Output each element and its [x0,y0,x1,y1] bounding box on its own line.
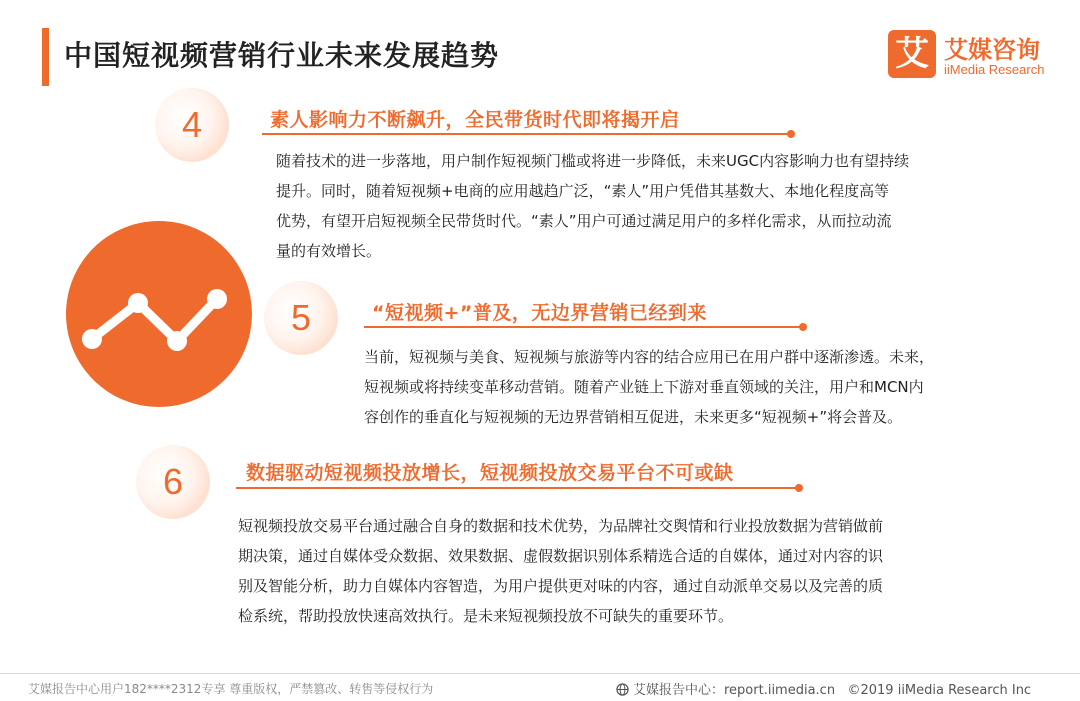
brand-name-en: iiMedia Research [944,62,1045,77]
brand-name-cn: 艾媒咨询 [944,36,1040,64]
paragraph-line: 量的有效增长。 [276,242,382,260]
paragraph-line: 随着技术的进一步落地，用户制作短视频门槛或将进一步降低，未来UGC内容影响力也有望持续 [276,152,910,170]
paragraph-line: 提升。同时，随着短视频+电商的应用越趋广泛，“素人”用户凭借其基数大、本地化程度高等 [276,182,890,200]
footer-site-info [616,679,1031,698]
trend-paragraph-6 [238,511,883,631]
trend-line-icon [66,221,252,407]
paragraph-line: 别及智能分析，助力自媒体内容智造，为用户提供更对味的内容，通过自动派单交易以及完善的质 [238,577,884,595]
footer-copyright: ©2019 iiMedia Research Inc [847,683,1032,698]
trend-rule-dot-6 [795,484,803,492]
trend-rule-6 [236,487,798,489]
paragraph-line: 短视频投放交易平台通过融合自身的数据和技术优势，为品牌社交舆情和行业投放数据为营销做前 [238,517,884,535]
trend-number-5: 5 [264,281,338,355]
trend-number-6: 6 [136,445,210,519]
trend-rule-4 [262,133,790,135]
paragraph-line: 检系统，帮助投放快速高效执行。是未来短视频投放不可缺失的重要环节。 [238,607,734,625]
footer-copyright-notice: 艾媒报告中心用户182****2312专享 尊重版权，严禁篡改、转售等侵权行为 [28,682,434,696]
paragraph-line: 短视频或将持续变革移动营销。随着产业链上下游对垂直领域的关注，用户和MCN内 [364,378,924,396]
trend-number-4: 4 [155,88,229,162]
title-accent-bar [42,28,49,86]
trend-heading-5: “短视频+”普及，无边界营销已经到来 [372,302,707,324]
trend-paragraph-4 [276,146,909,266]
trend-rule-dot-5 [799,323,807,331]
trend-rule-dot-4 [787,130,795,138]
brand-logo-mark: 艾 [888,30,936,78]
trend-rule-5 [364,326,802,328]
trend-heading-4: 素人影响力不断飙升，全民带货时代即将揭开启 [270,109,680,131]
paragraph-line: 期决策，通过自媒体受众数据、效果数据、虚假数据识别体系精选合适的自媒体，通过对内容的识 [238,547,884,565]
footer-site-link[interactable]: 艾媒报告中心：report.iimedia.cn [633,683,836,698]
trend-paragraph-5 [364,342,934,432]
page-title: 中国短视频营销行业未来发展趋势 [64,39,500,72]
footer-divider [0,673,1080,674]
globe-icon [616,683,629,696]
paragraph-line: 优势，有望开启短视频全民带货时代。“素人”用户可通过满足用户的多样化需求，从而拉动流 [276,212,892,230]
paragraph-line: 容创作的垂直化与短视频的无边界营销相互促进，未来更多“短视频+”将会普及。 [364,408,903,426]
brand-logo [888,30,1063,82]
trend-heading-6: 数据驱动短视频投放增长，短视频投放交易平台不可或缺 [246,462,734,484]
paragraph-line: 当前，短视频与美食、短视频与旅游等内容的结合应用已在用户群中逐渐渗透。未来， [364,348,935,366]
